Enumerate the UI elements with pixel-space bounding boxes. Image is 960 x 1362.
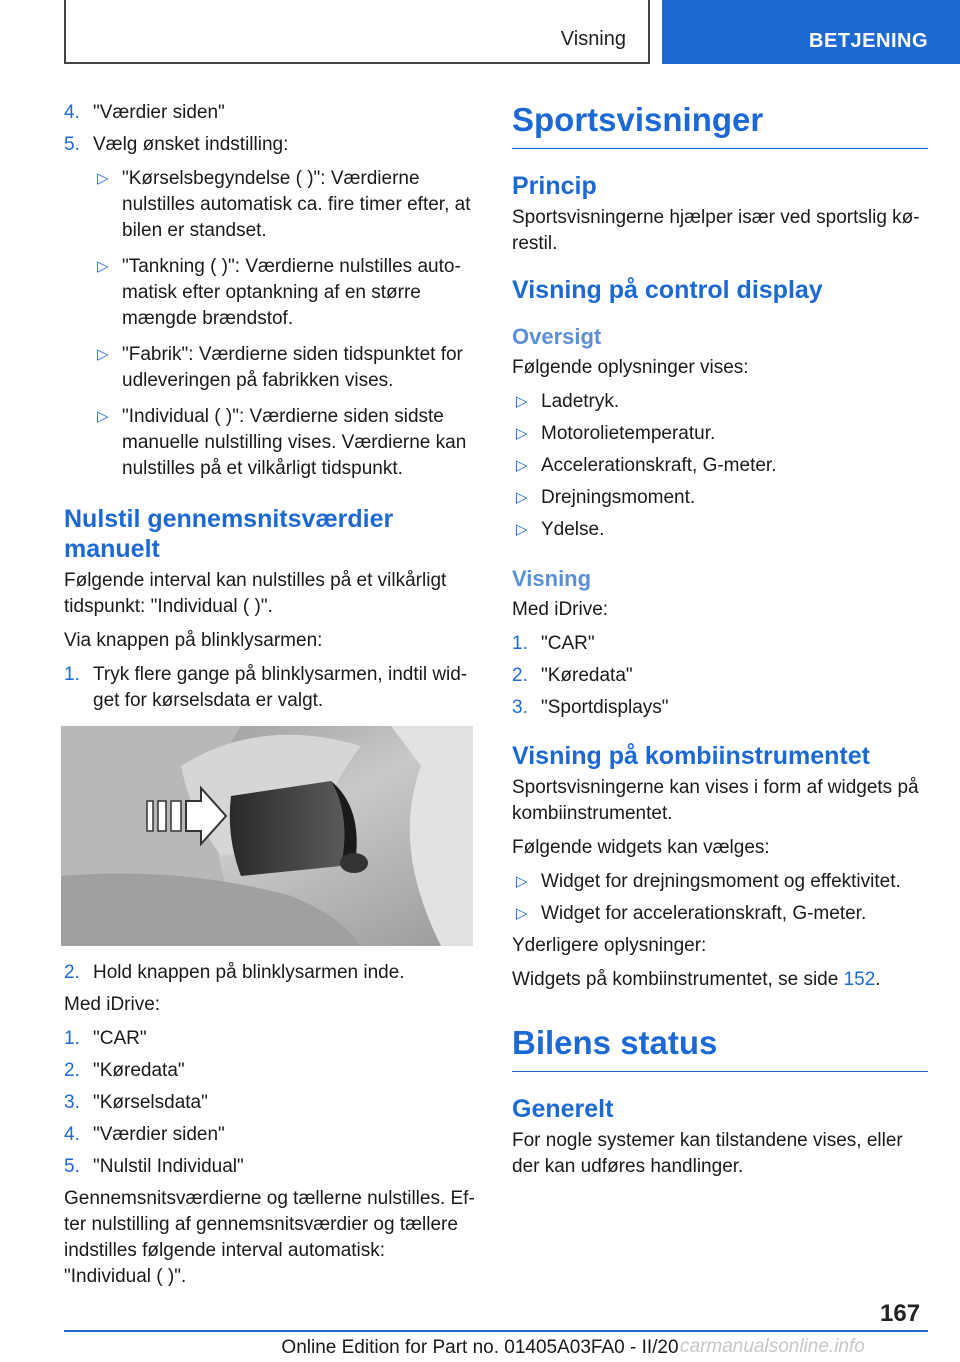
item-text: Widget for drejningsmoment og effektivitet. [541,871,901,892]
list-item [512,695,928,721]
page-title: Sportsvisninger [512,100,928,149]
chapter-title: BETJENING [809,30,928,52]
closing-text: Gennemsnitsværdierne og tællerne nulstilles. Efter nulstilling af gennemsnitsværdier og tællere indstilles følgende interval automatisk: "Individual ( )". [64,1188,475,1287]
step-text: "CAR" [93,1028,147,1049]
list-item [512,485,928,511]
section-heading: Visning på kombiinstrumentet [512,742,870,770]
list-item [93,342,476,394]
page-number: 167 [880,1300,921,1327]
option-text: "Tankning ( )": Værdierne nulstilles automatisk efter optankning af en større mængde brændstof. [122,256,461,329]
step-number: 4. [64,1124,80,1145]
list-item [512,901,928,927]
list-item [64,1090,476,1116]
step-text: "Værdier siden" [93,1124,225,1145]
step-text: "Værdier siden" [93,102,225,123]
princip-text: Sportsvisningerne hjælper især ved sportslig kørestil. [512,207,920,254]
chapter-tab [662,0,960,64]
item-text: Ydelse. [541,519,605,540]
option-text: "Fabrik": Værdierne siden tidspunktet for udleveringen på fabrikken vises. [122,344,463,391]
triangle-bullet-icon: ▷ [516,393,528,410]
header-frame [64,0,650,64]
option-text: "Individual ( )": Værdierne siden sidste manuelle nulstilling vises. Værdierne kan nulstilles på et vilkårligt tidspunkt. [122,406,467,479]
step-text: "CAR" [541,633,595,654]
footer-edition: Online Edition for Part no. 01405A03FA0 - II/20 [281,1337,679,1358]
step-number: 3. [64,1092,80,1113]
triangle-bullet-icon: ▷ [97,258,109,275]
section-heading: Visning på control display [512,276,823,304]
triangle-bullet-icon: ▷ [516,489,528,506]
step-text: Tryk flere gange på blinklysarmen, indtil widget for kørselsdata er valgt. [93,664,468,711]
section-title: Bilens status [512,1023,928,1072]
item-text: Accelerationskraft, G-meter. [541,455,777,476]
step-number: 1. [512,633,528,654]
list-item [64,662,476,714]
triangle-bullet-icon: ▷ [516,457,528,474]
step-text: "Sportdisplays" [541,697,669,718]
list-item [64,1154,476,1180]
step-number: 2. [512,665,528,686]
widgets-intro: Følgende widgets kan vælges: [512,837,770,858]
list-item [512,389,928,415]
list-item [64,960,476,986]
step-number: 4. [64,102,80,123]
idrive-label: Med iDrive: [64,994,161,1015]
list-item [512,453,928,479]
step-number: 5. [64,1156,80,1177]
step-text: Hold knappen på blinklysarmen inde. [93,962,405,983]
right-column [512,100,928,1188]
item-text: Motorolietemperatur. [541,423,716,444]
generelt-text: For nogle systemer kan tilstandene vises, eller der kan udføres handlinger. [512,1130,903,1177]
oversigt-intro: Følgende oplysninger vises: [512,357,749,378]
section-heading: Princip [512,172,597,200]
list-item [512,869,928,895]
via-text: Via knappen på blinklysarmen: [64,630,323,651]
kombi-text: Sportsvisningerne kan vises i form af widgets på kombiinstrumentet. [512,777,919,824]
step-text: "Køredata" [541,665,633,686]
reference-text [512,967,928,993]
list-item [93,166,476,244]
option-text: "Kørselsbegyndelse ( )": Værdierne nulstilles automatisk ca. fire timer efter, at bilen er standset. [122,168,471,241]
triangle-bullet-icon: ▷ [97,170,109,187]
step-number: 1. [64,664,80,685]
step-number: 2. [64,962,80,983]
list-item [93,404,476,482]
list-item [93,254,476,332]
list-item [64,132,476,158]
triangle-bullet-icon: ▷ [97,408,109,425]
footer-divider [64,1330,928,1332]
reference-label: Widgets på kombiinstrumentet, se side [512,969,844,990]
option-list [93,166,476,482]
step-text: "Kørselsdata" [93,1092,208,1113]
list-item [512,631,928,657]
step-number: 3. [512,697,528,718]
triangle-bullet-icon: ▷ [516,425,528,442]
item-text: Ladetryk. [541,391,620,412]
list-item [512,663,928,689]
left-column [64,100,476,1298]
step-number: 1. [64,1028,80,1049]
item-text: Drejningsmoment. [541,487,696,508]
step-text: "Køredata" [93,1060,185,1081]
section-heading: Nulstil gennemsnitsværdier manuelt [64,505,394,563]
list-item [512,421,928,447]
subsection-heading: Oversigt [512,324,602,349]
triangle-bullet-icon: ▷ [97,346,109,363]
list-item [512,517,928,543]
item-text: Widget for accelerationskraft, G-meter. [541,903,867,924]
step-text: Vælg ønsket indstilling: [93,134,289,155]
step-text: "Nulstil Individual" [93,1156,244,1177]
list-item [64,1058,476,1084]
list-item [64,1122,476,1148]
triangle-bullet-icon: ▷ [516,873,528,890]
visning-intro: Med iDrive: [512,599,609,620]
list-item [64,1026,476,1052]
page-reference-link[interactable]: 152 [843,969,876,990]
step-number: 2. [64,1060,80,1081]
triangle-bullet-icon: ▷ [516,521,528,538]
intro-text: Følgende interval kan nulstilles på et vilkårligt tidspunkt: "Individual ( )". [64,570,447,617]
header-section-title: Visning [560,28,626,50]
subsection-heading: Visning [512,566,592,591]
section-heading: Generelt [512,1095,614,1123]
list-item [64,100,476,126]
watermark: carmanualsonline.info [680,1336,865,1357]
more-info-label: Yderligere oplysninger: [512,935,707,956]
triangle-bullet-icon: ▷ [516,905,528,922]
reference-end: . [875,969,881,990]
turn-signal-lever-image [61,726,473,946]
step-number: 5. [64,134,80,155]
